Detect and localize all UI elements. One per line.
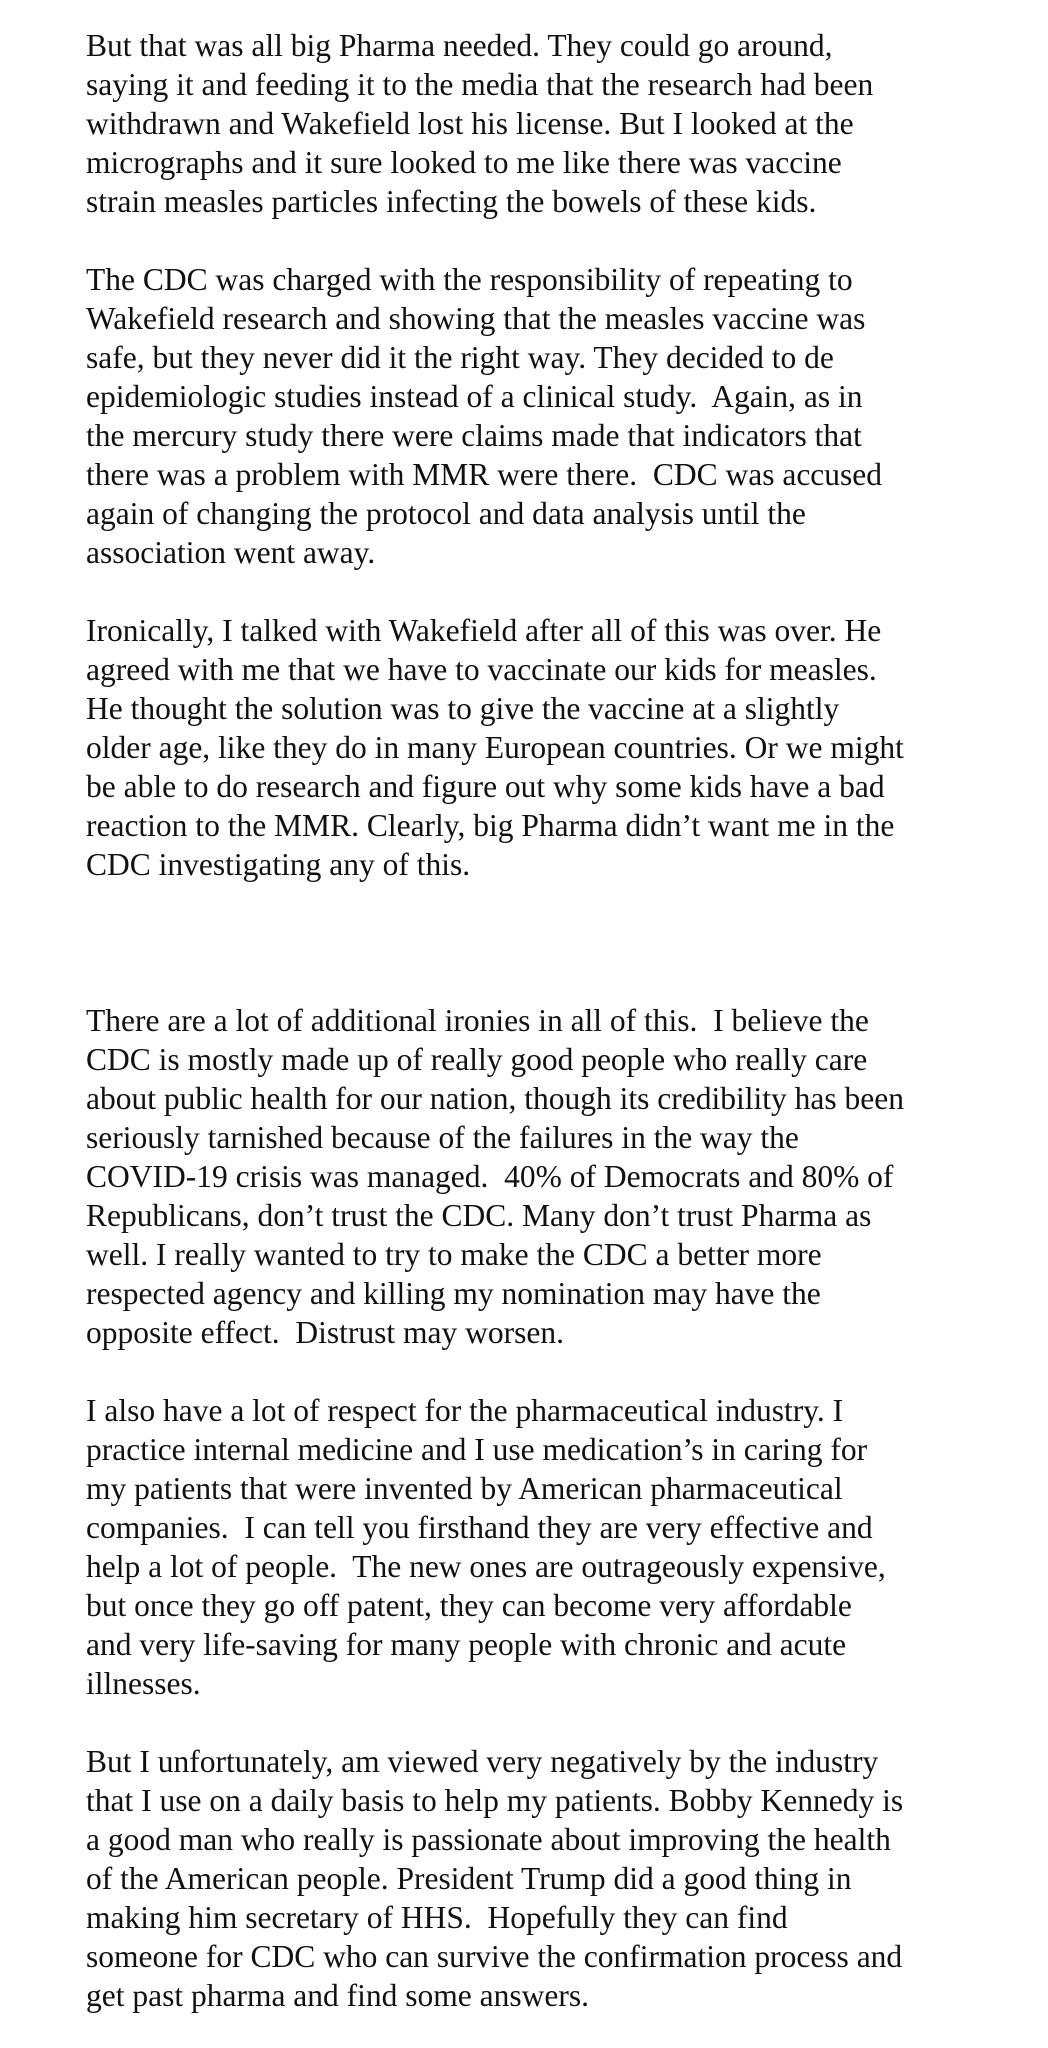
text-line: again of changing the protocol and data analysis until the	[86, 496, 806, 531]
text-line: and very life-saving for many people with chronic and acute	[86, 1627, 847, 1662]
text-line: the mercury study there were claims made that indicators that	[86, 418, 862, 453]
text-line: agreed with me that we have to vaccinate our kids for measles.	[86, 652, 877, 687]
paragraph-spacer	[86, 221, 986, 260]
text-line: safe, but they never did it the right way. They decided to de	[86, 340, 834, 375]
text-line: withdrawn and Wakefield lost his license. But I looked at the	[86, 106, 854, 141]
text-line: well. I really wanted to try to make the CDC a better more	[86, 1237, 822, 1272]
paragraph-6	[86, 1742, 986, 2015]
text-line: I also have a lot of respect for the pharmaceutical industry. I	[86, 1393, 844, 1428]
text-line: older age, like they do in many European countries. Or we might	[86, 730, 904, 765]
text-line: micrographs and it sure looked to me like there was vaccine	[86, 145, 842, 180]
text-line: Republicans, don’t trust the CDC. Many don’t trust Pharma as	[86, 1198, 872, 1233]
paragraph-spacer	[86, 1352, 986, 1391]
text-line: saying it and feeding it to the media that the research had been	[86, 67, 874, 102]
text-line: help a lot of people. The new ones are outrageously expensive,	[86, 1549, 886, 1584]
text-line: illnesses.	[86, 1666, 201, 1701]
text-line: of the American people. President Trump did a good thing in	[86, 1861, 852, 1896]
paragraph-5	[86, 1391, 986, 1703]
text-line: get past pharma and find some answers.	[86, 1978, 589, 2013]
text-line: a good man who really is passionate about improving the health	[86, 1822, 891, 1857]
text-line: The CDC was charged with the responsibility of repeating to	[86, 262, 853, 297]
text-line: He thought the solution was to give the vaccine at a slightly	[86, 691, 840, 726]
text-line: But I unfortunately, am viewed very negatively by the industry	[86, 1744, 879, 1779]
paragraph-4	[86, 1001, 986, 1352]
text-line: CDC investigating any of this.	[86, 847, 471, 882]
paragraph-3	[86, 611, 986, 884]
text-line: strain measles particles infecting the bowels of these kids.	[86, 184, 817, 219]
text-line: practice internal medicine and I use medication’s in caring for	[86, 1432, 868, 1467]
paragraph-spacer	[86, 572, 986, 611]
text-line: Ironically, I talked with Wakefield after all of this was over. He	[86, 613, 882, 648]
text-line: But that was all big Pharma needed. They could go around,	[86, 28, 833, 63]
paragraph-1	[86, 26, 986, 221]
text-line: making him secretary of HHS. Hopefully they can find	[86, 1900, 788, 1935]
paragraph-spacer	[86, 1703, 986, 1742]
text-line: COVID-19 crisis was managed. 40% of Democrats and 80% of	[86, 1159, 894, 1194]
text-line: There are a lot of additional ironies in all of this. I believe the	[86, 1003, 869, 1038]
text-line: opposite effect. Distrust may worsen.	[86, 1315, 564, 1350]
document-page	[86, 26, 986, 2015]
text-line: but once they go off patent, they can become very affordable	[86, 1588, 852, 1623]
text-line: CDC is mostly made up of really good people who really care	[86, 1042, 868, 1077]
text-line: my patients that were invented by American pharmaceutical	[86, 1471, 843, 1506]
text-line: companies. I can tell you firsthand they are very effective and	[86, 1510, 873, 1545]
section-spacer	[86, 884, 986, 1001]
text-line: reaction to the MMR. Clearly, big Pharma didn’t want me in the	[86, 808, 895, 843]
text-line: association went away.	[86, 535, 376, 570]
paragraph-2	[86, 260, 986, 572]
text-line: someone for CDC who can survive the confirmation process and	[86, 1939, 903, 1974]
text-line: respected agency and killing my nomination may have the	[86, 1276, 821, 1311]
text-line: there was a problem with MMR were there. CDC was accused	[86, 457, 883, 492]
text-line: that I use on a daily basis to help my patients. Bobby Kennedy is	[86, 1783, 904, 1818]
text-line: about public health for our nation, though its credibility has been	[86, 1081, 904, 1116]
text-line: epidemiologic studies instead of a clinical study. Again, as in	[86, 379, 863, 414]
text-line: seriously tarnished because of the failures in the way the	[86, 1120, 799, 1155]
text-line: Wakefield research and showing that the measles vaccine was	[86, 301, 866, 336]
text-line: be able to do research and figure out why some kids have a bad	[86, 769, 885, 804]
